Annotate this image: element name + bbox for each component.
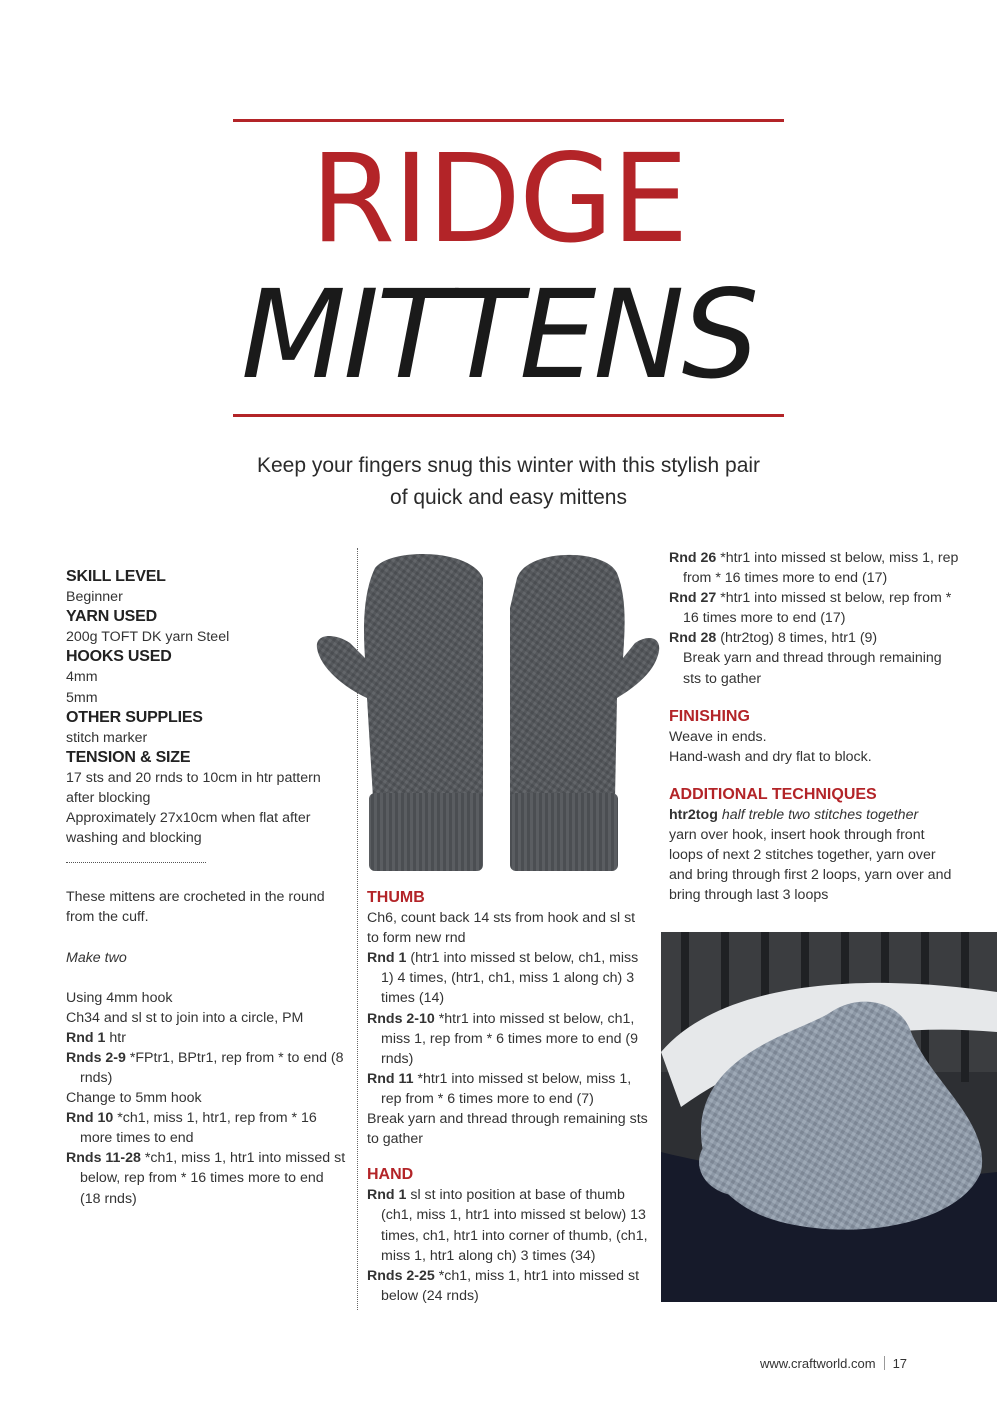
hand-rnd-1: Rnd 1 sl st into position at base of thumb (ch1, miss 1, htr1 into missed st below) 13 times, ch1, htr1 into corner of thumb, (ch1, miss 1, htr1 along ch) 3 times (34)	[367, 1187, 648, 1264]
finishing-line-1: Weave in ends.	[669, 728, 767, 745]
tension-heading: TENSION & SIZE	[66, 748, 191, 766]
tension-gauge: 17 sts and 20 rnds to 10cm in htr pattern after blocking	[66, 769, 321, 807]
title-rule-top	[233, 119, 784, 122]
tension-size: Approximately 27x10cm when flat after washing and blocking	[66, 810, 311, 847]
thumb-rnds-2-10: Rnds 2-10 *htr1 into missed st below, ch1, miss 1, rep from * 6 times more to end (9 rnds)	[367, 1010, 639, 1067]
ch34-instruction: Ch34 and sl st to join into a circle, PM	[66, 1009, 304, 1026]
left-column	[66, 567, 346, 1209]
skill-heading: SKILL LEVEL	[66, 568, 166, 585]
cuff-rnds-2-9: Rnds 2-9 *FPtr1, BPtr1, rep from * to end (8 rnds)	[66, 1049, 344, 1086]
pattern-intro: These mittens are crocheted in the round from the cuff.	[66, 889, 325, 926]
using-hook: Using 4mm hook	[66, 989, 173, 1006]
thumb-intro: Ch6, count back 14 sts from hook and sl st to form new rnd	[367, 910, 636, 947]
rnd-27: Rnd 27 *htr1 into missed st below, rep from * 16 times more to end (17)	[669, 590, 952, 627]
hand-rnds-2-25: Rnds 2-25 *ch1, miss 1, htr1 into missed st below (24 rnds)	[367, 1267, 640, 1304]
thumb-heading: THUMB	[367, 889, 425, 906]
skill-value: Beginner	[66, 589, 123, 606]
technique-text: yarn over hook, insert hook through front loops of next 2 stitches together, yarn over and bring through first 2 loops, yarn over and bring through last 3 loops	[669, 827, 952, 904]
subtitle: Keep your fingers snug this winter with this stylish pair of quick and easy mittens	[256, 454, 761, 509]
left-mitten-cuff	[369, 793, 483, 871]
right-mitten-cuff	[510, 793, 618, 871]
rnd-10: Rnd 10 *ch1, miss 1, htr1, rep from * 16 more times to end	[66, 1110, 317, 1147]
rnd-28-finish: Break yarn and thread through remaining sts to gather	[683, 650, 942, 687]
thumb-rnd-11: Rnd 11 *htr1 into missed st below, miss 1, rep from * 6 times more to end (7)	[367, 1070, 632, 1107]
supplies-heading: OTHER SUPPLIES	[66, 708, 203, 726]
footer-url[interactable]: www.craftworld.com	[760, 1356, 876, 1371]
hand-heading: HAND	[367, 1166, 414, 1184]
mittens-photo	[305, 548, 670, 878]
make-two: Make two	[66, 949, 127, 966]
yarn-heading: YARN USED	[66, 608, 157, 626]
page-number: 17	[892, 1356, 908, 1371]
rnds-11-28: Rnds 11-28 *ch1, miss 1, htr1 into missed st below, rep from * 16 times more to end (18 rnds)	[66, 1150, 346, 1207]
hook-5mm: 5mm	[66, 689, 98, 706]
middle-column	[367, 888, 649, 1306]
thumb-finish: Break yarn and thread through remaining sts to gather	[367, 1111, 648, 1148]
lifestyle-photo	[661, 932, 997, 1302]
right-mitten	[510, 555, 659, 798]
right-column	[669, 548, 959, 906]
title-rule-bottom	[233, 414, 784, 417]
rnd-26: Rnd 26 *htr1 into missed st below, miss 1, rep from * 16 times more to end (17)	[669, 550, 959, 587]
thumb-rnd-1: Rnd 1 (htr1 into missed st below, ch1, miss 1) 4 times, (htr1, ch1, miss 1 along ch) 3 times (14)	[367, 950, 639, 1007]
footer-separator	[884, 1356, 885, 1370]
technique-htr2tog: htr2tog half treble two stitches together	[669, 807, 919, 824]
title-mittens: MITTENS	[240, 264, 757, 406]
hook-4mm: 4mm	[66, 669, 98, 686]
dotted-divider	[66, 852, 206, 863]
finishing-line-2: Hand-wash and dry flat to block.	[669, 748, 872, 765]
title-ridge: RIDGE	[310, 128, 687, 270]
supplies-value: stitch marker	[66, 729, 148, 746]
techniques-heading: ADDITIONAL TECHNIQUES	[669, 785, 877, 803]
change-hook: Change to 5mm hook	[66, 1090, 202, 1107]
cuff-rnd-1: Rnd 1 htr	[66, 1029, 126, 1046]
finishing-heading: FINISHING	[669, 707, 750, 725]
yarn-value: 200g TOFT DK yarn Steel	[66, 629, 230, 646]
page-footer	[760, 1356, 907, 1371]
rnd-28: Rnd 28 (htr2tog) 8 times, htr1 (9)	[669, 630, 878, 647]
hooks-heading: HOOKS USED	[66, 648, 172, 666]
left-mitten	[317, 554, 483, 798]
